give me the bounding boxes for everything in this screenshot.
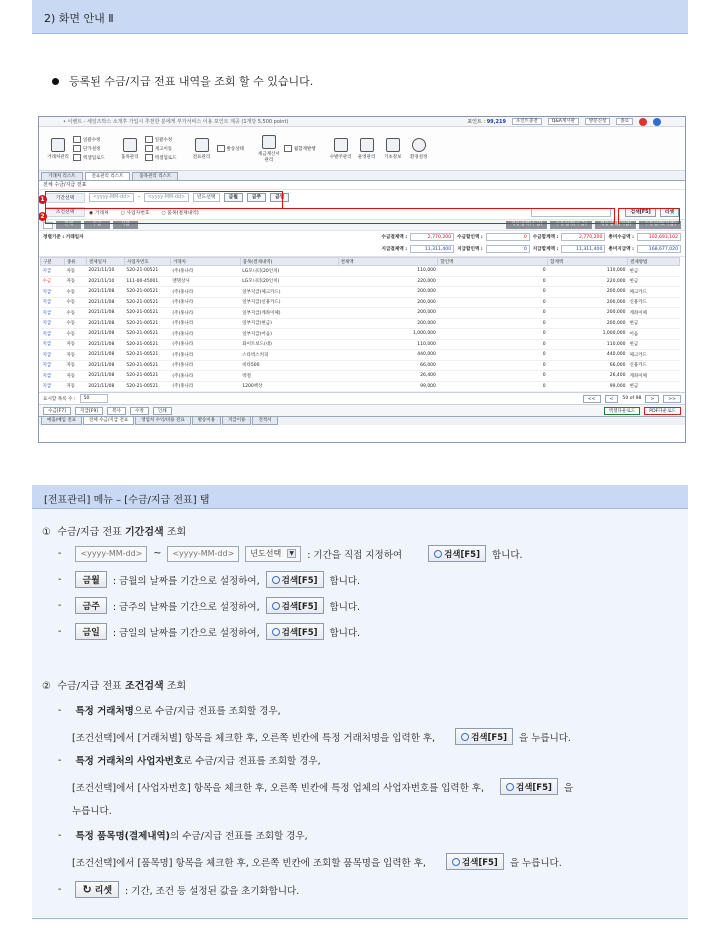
send-status-button[interactable]: 발송상태 <box>217 145 244 152</box>
monthly-issue-button[interactable]: 월합계발행 <box>284 145 316 152</box>
qna-button[interactable]: Q&A게시판 <box>548 118 579 125</box>
intro-text: 등록된 수금/지급 전표 내역을 조회 할 수 있습니다. <box>69 75 314 88</box>
pay-button[interactable]: 지급 <box>113 221 138 229</box>
table-cell: 26,400 <box>548 371 628 382</box>
table-cell: 일부지급(어음) <box>240 329 338 340</box>
table-cell: 2021/11/08 <box>86 287 124 298</box>
table-cell: 신용카드 <box>628 360 680 371</box>
explanation-header: [전표관리] 메뉴 – [수금/지급 전표] 탭 <box>32 485 688 509</box>
tab-voucher-list[interactable]: 전표관리 리스트 <box>85 172 131 180</box>
table-cell: (주)홍나라 <box>170 287 240 298</box>
table-cell: 99,000 <box>548 381 628 392</box>
table-cell: (주)홍나라 <box>170 266 240 277</box>
column-header[interactable]: 결제방법 <box>628 258 680 266</box>
voucher-table <box>40 257 680 392</box>
table-cell: (주)홍나라 <box>170 297 240 308</box>
table-cell: 66,000 <box>548 360 628 371</box>
period-row: 기간선택 <yyyy-MM-dd> - <yyyy-MM-dd> 년도선택 금월 금주 금일 <box>39 190 685 205</box>
table-cell: LG모니터(20인치) <box>240 276 338 287</box>
table-cell: 현금 <box>628 266 680 277</box>
table-cell: 계좌이체 <box>628 308 680 319</box>
intro-line <box>52 73 313 89</box>
column-header[interactable]: 할인액 <box>438 258 548 266</box>
excel-upload-button[interactable]: 엑셀업로드 <box>73 154 105 161</box>
edit-button[interactable]: 수정 <box>130 407 149 415</box>
table-cell: 2021/11/10 <box>86 276 124 287</box>
table-cell: 2021/11/08 <box>86 360 124 371</box>
operation-manage-button[interactable]: 운영관리 <box>356 138 378 160</box>
table-cell: 계좌이체 <box>628 371 680 382</box>
cond-radio-customer[interactable]: ◉ 거래처 <box>89 210 109 216</box>
table-cell: 수동 <box>64 308 86 319</box>
table-cell: 지급 <box>41 371 65 382</box>
table-cell: 0 <box>438 266 548 277</box>
table-cell: 수동 <box>64 297 86 308</box>
magnifier-icon <box>506 783 514 791</box>
period-line-4: - 금일 : 금일의 날짜를 기간으로 설정하여, 검색[F5] 합니다. <box>58 623 360 640</box>
btab-sales[interactable]: 매출/매입 전표 <box>41 417 82 425</box>
auto-pay-input-button[interactable]: 제동업력(지급) <box>595 221 637 229</box>
table-cell: 자동 <box>64 266 86 277</box>
page-size-label: 표시할 목록 수 : <box>43 396 76 402</box>
table-cell: 지급 <box>41 308 65 319</box>
pager-bar <box>39 392 685 404</box>
table-cell: 박철 <box>240 371 338 382</box>
table-cell: 수동 <box>64 329 86 340</box>
table-cell: 현금 <box>628 381 680 392</box>
table-cell: 지급 <box>41 318 65 329</box>
magnifier-icon <box>272 628 280 636</box>
start-date-chip-text: <yyyy-MM-dd> <box>75 546 147 562</box>
table-cell: 자동 <box>64 276 86 287</box>
period-line-1: - <yyyy-MM-dd> ~ <yyyy-MM-dd> 년도선택 ▼ : 기간을 직접 지정하여 검색[F5] 합니다. <box>58 545 523 562</box>
start-date-input[interactable]: <yyyy-MM-dd> <box>89 193 134 202</box>
column-header[interactable]: 품목(결제내역) <box>240 258 338 266</box>
table-cell: 화이트보드(대) <box>240 339 338 350</box>
refresh-icon: ↻ <box>82 883 92 896</box>
search-chip-1: 검색[F5] <box>428 545 486 562</box>
table-cell: 지급 <box>41 287 65 298</box>
table-cell: 0 <box>438 329 548 340</box>
exit-button[interactable]: 종료 <box>616 118 633 125</box>
all-button[interactable]: 전체 <box>56 221 81 229</box>
table-cell: 520-21-00521 <box>124 308 170 319</box>
column-header[interactable]: 구분 <box>41 258 65 266</box>
reset-button[interactable]: 리셋 <box>660 208 679 217</box>
magnifier-icon <box>434 550 442 558</box>
invoice-icon <box>262 135 276 149</box>
excel-download-button[interactable]: 엑셀다운로드 <box>604 407 641 415</box>
action-bar <box>39 404 685 416</box>
table-cell: 수동 <box>64 287 86 298</box>
table-cell: (주)홍나라 <box>170 350 240 361</box>
prev-page-button[interactable]: << <box>583 395 601 403</box>
table-cell: 어음 <box>628 329 680 340</box>
table-row[interactable] <box>41 318 680 329</box>
table-cell: 자동 <box>64 350 86 361</box>
period-line-3: - 금주 : 금주의 날짜를 기간으로 설정하여, 검색[F5] 합니다. <box>58 597 360 614</box>
period-line-2: - 금월 : 금월의 날짜를 기간으로 설정하여, 검색[F5] 합니다. <box>58 571 360 588</box>
table-cell: 520-21-00521 <box>124 381 170 392</box>
magnifier-icon <box>272 576 280 584</box>
table-cell: 110,000 <box>548 339 628 350</box>
table-cell: 520-21-00521 <box>124 360 170 371</box>
table-cell: 지급 <box>41 266 65 277</box>
search-chip-6: 검색[F5] <box>500 778 558 795</box>
table-cell: 520-21-00521 <box>124 297 170 308</box>
magnifier-icon <box>452 858 460 866</box>
next-button[interactable]: > <box>645 395 659 403</box>
table-cell: 자동 <box>64 360 86 371</box>
table-cell: 자동 <box>64 339 86 350</box>
table-cell: 520-21-00521 <box>124 350 170 361</box>
cond-line-2c: 누릅니다. <box>72 806 112 817</box>
table-cell: 200,000 <box>548 287 628 298</box>
table-row[interactable] <box>41 350 680 361</box>
day-chip: 금일 <box>75 623 106 640</box>
customer-manage-button[interactable]: 거래처관리 <box>47 138 69 160</box>
table-cell: 26,400 <box>338 371 438 382</box>
close-circle-icon[interactable] <box>639 118 647 126</box>
tax-invoice-button[interactable]: 세금계산서관리 <box>258 135 280 163</box>
this-month-button[interactable]: 금월 <box>224 193 243 202</box>
table-cell: 200,000 <box>548 308 628 319</box>
table-cell: 2021/11/10 <box>86 266 124 277</box>
table-cell: 220,000 <box>548 276 628 287</box>
column-header[interactable]: 종류 <box>64 258 86 266</box>
table-cell: 지급 <box>41 381 65 392</box>
prev-button[interactable]: < <box>605 395 619 403</box>
table-row[interactable] <box>41 360 680 371</box>
table-cell: 일부지급(현금) <box>240 318 338 329</box>
table-row[interactable] <box>41 266 680 277</box>
collect-f7-button[interactable]: 수금[F7] <box>43 407 71 415</box>
table-row[interactable] <box>41 287 680 298</box>
end-date-input[interactable]: <yyyy-MM-dd> <box>144 193 189 202</box>
table-row[interactable] <box>41 371 680 382</box>
order-icon <box>334 138 348 152</box>
pdf-download-button[interactable]: PDF다운로드 <box>644 407 681 415</box>
table-cell: 2021/11/08 <box>86 308 124 319</box>
table-row[interactable] <box>41 329 680 340</box>
magnifier-icon <box>461 733 469 741</box>
order-manage-button[interactable]: 수발주관리 <box>330 138 352 160</box>
table-cell: 440,000 <box>338 350 438 361</box>
table-cell: 0 <box>438 297 548 308</box>
section-header: 2) 화면 안내 Ⅱ <box>32 0 688 34</box>
database-icon <box>386 138 400 152</box>
table-cell: 520-21-00521 <box>124 318 170 329</box>
page-title: 전체 수금/지급 전표 <box>39 181 685 190</box>
search-chip-3: 검색[F5] <box>266 597 324 614</box>
btab-send[interactable]: 발송이용 <box>192 417 221 425</box>
search-f5-button[interactable]: 검색[F5] <box>625 208 655 217</box>
table-cell: 지급 <box>41 350 65 361</box>
marker-1: 1 <box>38 195 47 204</box>
app-screenshot <box>38 116 686 443</box>
cond-line-2b: [조건선택]에서 [사업자번호] 항목을 체크한 후, 오른쪽 빈칸에 특정 업체의 사업자번호를 입력한 후, 검색[F5] 을 <box>72 778 573 795</box>
btab-quote[interactable]: 견적서 <box>252 417 277 425</box>
table-cell: 220,000 <box>338 276 438 287</box>
search-chip-7: 검색[F5] <box>446 853 504 870</box>
item-icon <box>123 138 137 152</box>
table-cell: 200,000 <box>338 308 438 319</box>
table-cell: 지급 <box>41 360 65 371</box>
cond-line-1: - 특정 거래처명 으로 수금/지급 전표를 조회할 경우, <box>58 704 281 717</box>
settings-button[interactable]: 환경설정 <box>408 138 430 160</box>
table-cell: 0 <box>438 318 548 329</box>
collect-button[interactable]: 수금 <box>84 221 109 229</box>
table-row[interactable] <box>41 308 680 319</box>
manual-pay-input-button[interactable]: 수동입력(지급) <box>639 221 681 229</box>
magnifier-icon <box>272 602 280 610</box>
year-select[interactable]: 년도선택 <box>193 193 220 202</box>
search-chip-5: 검색[F5] <box>455 728 513 745</box>
table-cell: 440,000 <box>548 350 628 361</box>
pay-f9-button[interactable]: 지급[F9] <box>75 407 103 415</box>
visit-request-button[interactable]: 방문신청 <box>585 118 610 125</box>
item-manage-button[interactable]: 품목관리 <box>119 138 141 160</box>
table-cell: 2021/11/08 <box>86 371 124 382</box>
table-row[interactable] <box>41 339 680 350</box>
explanation-panel <box>32 485 688 919</box>
search-chip-2: 검색[F5] <box>266 571 324 588</box>
cond-radio-item[interactable]: ○ 품목(결제내역) <box>161 210 199 216</box>
table-cell: 0 <box>438 287 548 298</box>
tab-item-list[interactable]: 품목관리 리스트 <box>132 172 178 180</box>
bulk-edit-button[interactable]: 일괄수정 <box>73 136 105 143</box>
table-cell: 200,000 <box>548 318 628 329</box>
table-cell: 110,000 <box>548 266 628 277</box>
table-cell: 1,000,000 <box>548 329 628 340</box>
top-strip <box>39 117 685 127</box>
table-cell: 자동 <box>64 371 86 382</box>
column-header[interactable]: 결제액 <box>338 258 438 266</box>
today-button[interactable]: 금일 <box>270 193 289 202</box>
end-date-chip: <yyyy-MM-dd> <box>167 546 239 562</box>
table-cell: (주)홍나라 <box>170 381 240 392</box>
btab-revenue[interactable]: 영업처 수익/비용 전표 <box>135 417 191 425</box>
table-cell: 520-21-00521 <box>124 266 170 277</box>
table-cell: 2021/11/08 <box>86 318 124 329</box>
table-cell: 2021/11/08 <box>86 339 124 350</box>
table-cell: 비타500 <box>240 360 338 371</box>
table-cell: 일부지급(체크카드) <box>240 287 338 298</box>
table-row[interactable] <box>41 297 680 308</box>
column-header[interactable]: 합계액 <box>548 258 628 266</box>
reset-chip: ↻ 리셋 <box>75 881 119 898</box>
help-circle-icon[interactable] <box>653 118 661 126</box>
table-row[interactable] <box>41 276 680 287</box>
bottom-tabs <box>39 416 685 425</box>
bullet-dot <box>52 78 59 85</box>
table-cell: 2021/11/08 <box>86 381 124 392</box>
table-cell: 현금 <box>628 318 680 329</box>
customer-icon <box>51 138 65 152</box>
table-cell: 1200책상 <box>240 381 338 392</box>
event-notice[interactable]: • 이벤트 - 세일즈박스 소개후 가입시 추천한 분에게 부가서비스 이용 포인트 제공 (1개당 5,500 point) <box>63 119 289 125</box>
table-cell: (주)홍나라 <box>170 371 240 382</box>
item-excel-upload-button[interactable]: 엑셀업로드 <box>145 154 177 161</box>
section-condition-title: ② 수금/지급 전표 조건검색 조회 <box>42 681 187 692</box>
table-cell: 맨명상사 <box>170 276 240 287</box>
month-chip: 금월 <box>75 571 106 588</box>
table-cell: 2021/11/08 <box>86 350 124 361</box>
table-cell: 체크카드 <box>628 350 680 361</box>
table-cell: (주)홍나라 <box>170 339 240 350</box>
copy-button[interactable]: 복사 <box>107 407 126 415</box>
sum-row-pay: 지급결제액 : 11,311,400 지급할인액 : 0 지급합계액 : 11,311,400 총미지급액 : 168,677,020 <box>382 245 682 253</box>
week-chip: 금주 <box>75 597 106 614</box>
table-cell: 지급 <box>41 329 65 340</box>
table-cell: (주)홍나라 <box>170 318 240 329</box>
next-page-button[interactable]: >> <box>663 395 681 403</box>
price-setting-button[interactable]: 단가설정 <box>73 145 105 152</box>
table-cell: 0 <box>438 350 548 361</box>
points-display: 포인트 : 99,219 <box>467 119 506 125</box>
column-header[interactable]: 사업자번호 <box>124 258 170 266</box>
column-header[interactable]: 거래처 <box>170 258 240 266</box>
table-cell: 2021/11/08 <box>86 297 124 308</box>
table-cell: 99,000 <box>338 381 438 392</box>
table-cell: 110,000 <box>338 339 438 350</box>
highlight-box-3 <box>618 208 680 224</box>
table-cell: 현금 <box>628 339 680 350</box>
table-cell: (주)홍나라 <box>170 360 240 371</box>
table-cell: LG모니터(20인치) <box>240 266 338 277</box>
cond-line-3: - 특정 품목명(결제내역) 의 수금/지급 전표를 조회할 경우, <box>58 829 308 842</box>
table-cell: 0 <box>438 339 548 350</box>
table-cell: 200,000 <box>338 297 438 308</box>
item-bulk-edit-button[interactable]: 일괄수정 <box>145 136 177 143</box>
table-cell: 110,000 <box>338 266 438 277</box>
sort-text: 정렬기준 : 거래일자 <box>43 235 84 240</box>
table-cell: 111-00-45001 <box>124 276 170 287</box>
table-cell: (주)홍나라 <box>170 308 240 319</box>
btab-pay-usage[interactable]: 지급이용 <box>222 417 251 425</box>
table-cell: 자동 <box>64 381 86 392</box>
cond-line-2: - 특정 거래처의 사업자번호 로 수금/지급 전표를 조회할 경우, <box>58 754 321 767</box>
highlight-box-2 <box>45 208 615 224</box>
table-cell: 일부지급(계좌이체) <box>240 308 338 319</box>
cond-line-1b: [조건선택]에서 [거래처별] 항목을 체크한 후, 오른쪽 빈칸에 특정 거래처명을 입력한 후, 검색[F5] 을 누릅니다. <box>72 728 571 745</box>
auto-collect-input-button[interactable]: 제동업력(수금) <box>506 221 548 229</box>
section-period-title: ① 수금/지급 전표 기간검색 조회 <box>42 527 187 538</box>
main-toolbar <box>39 127 685 171</box>
pager-text: 50 of 98 <box>622 396 642 401</box>
window-tabs <box>39 171 685 181</box>
voucher-icon <box>195 138 209 152</box>
table-cell: 지급 <box>41 339 65 350</box>
table-cell: 200,000 <box>338 287 438 298</box>
table-cell: (주)홍나라 <box>170 329 240 340</box>
table-cell: 수동 <box>64 318 86 329</box>
marker-2: 2 <box>38 212 47 221</box>
stock-move-button[interactable]: 재고이동 <box>145 145 177 152</box>
table-cell: 66,000 <box>338 360 438 371</box>
sum-row-collect: 수금결제액 : 2,770,200 수금할인액 : 0 수금합계액 : 2,770,200 총미수금액 : 102,693,102 <box>382 233 682 241</box>
voucher-manage-button[interactable]: 전표관리 <box>191 138 213 160</box>
print-button[interactable]: 인쇄 <box>153 407 172 415</box>
cond-line-3b: [조건선택]에서 [품목명] 항목을 체크한 후, 오른쪽 빈칸에 조회할 품목명을 입력한 후, 검색[F5] 을 누릅니다. <box>72 853 562 870</box>
table-cell: 스타벅스커피 <box>240 350 338 361</box>
summary-area <box>39 231 685 257</box>
table-cell: 신용카드 <box>628 297 680 308</box>
manual-collect-input-button[interactable]: 수동입력(수금) <box>550 221 592 229</box>
operation-icon <box>360 138 374 152</box>
table-cell: 수금 <box>41 276 65 287</box>
table-cell: 520-21-00521 <box>124 329 170 340</box>
this-week-button[interactable]: 금주 <box>247 193 266 202</box>
table-cell: 200,000 <box>338 318 438 329</box>
table-cell: 0 <box>438 360 548 371</box>
table-cell: 200,000 <box>548 297 628 308</box>
condition-label: 조건선택 <box>45 207 85 217</box>
cond-radio-bizno[interactable]: ○ 사업자번호 <box>120 210 150 216</box>
table-cell: 현금 <box>628 276 680 287</box>
page-size-select[interactable]: 50 <box>80 394 108 403</box>
table-cell: 520-21-00521 <box>124 287 170 298</box>
table-cell: 0 <box>438 381 548 392</box>
table-row[interactable] <box>41 381 680 392</box>
table-cell: 2021/11/08 <box>86 329 124 340</box>
table-cell: 520-21-00521 <box>124 339 170 350</box>
btab-collect-pay[interactable]: 전체 수금/지급 전표 <box>83 417 134 425</box>
charge-points-button[interactable]: 포인트충전 <box>512 118 542 125</box>
base-info-button[interactable]: 기초정보 <box>382 138 404 160</box>
cond-line-4: - ↻ 리셋 : 기간, 조건 등 설정된 값을 초기화합니다. <box>58 883 300 897</box>
table-cell: 520-21-00521 <box>124 371 170 382</box>
table-cell: 체크카드 <box>628 287 680 298</box>
tab-customer-list[interactable]: 거래처 리스트 <box>41 172 83 180</box>
column-header[interactable]: 결제일자 <box>86 258 124 266</box>
search-chip-4: 검색[F5] <box>266 623 324 640</box>
table-cell: 1,000,000 <box>338 329 438 340</box>
year-select-chip: 년도선택 ▼ <box>245 546 301 562</box>
period-label: 기간선택 <box>45 193 85 203</box>
table-cell: 0 <box>438 308 548 319</box>
highlight-box-1 <box>45 191 283 209</box>
gear-icon <box>412 138 426 152</box>
table-cell: 일부지급(신용카드) <box>240 297 338 308</box>
table-cell: 0 <box>438 371 548 382</box>
table-cell: 0 <box>438 276 548 287</box>
table-cell: 지급 <box>41 297 65 308</box>
